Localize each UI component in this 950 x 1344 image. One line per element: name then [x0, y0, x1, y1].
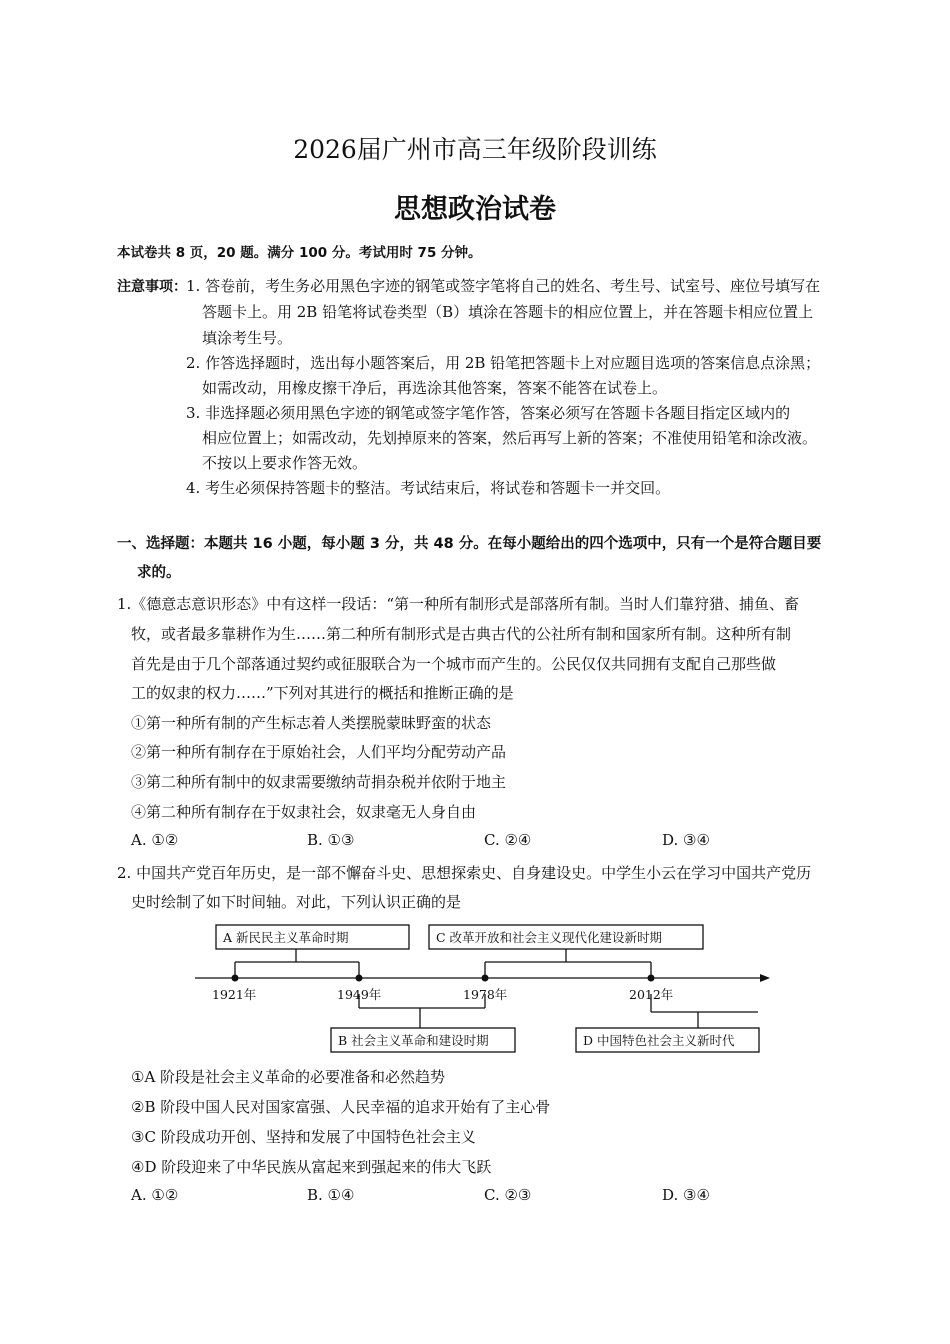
notice-line: 1. 答卷前，考生务必用黑色字迹的钢笔或签字笔将自己的姓名、考生号、试室号、座位号填写在 [186, 277, 821, 295]
year-2012: 2012年 [629, 987, 674, 1002]
q2-statement: ③C 阶段成功开创、坚持和发展了中国特色社会主义 [131, 1128, 476, 1146]
notice-line: 填涂考生号。 [202, 329, 293, 347]
node-1949 [356, 975, 363, 982]
notice-line: 2. 作答选择题时，选出每小题答案后，用 2B 铅笔把答题卡上对应题目选项的答案信息点涂黑； [186, 354, 821, 372]
q2-option-c[interactable]: C. ②③ [484, 1186, 532, 1204]
q1-statement: ③第二种所有制中的奴隶需要缴纳苛捐杂税并依附于地主 [131, 773, 507, 791]
q1-stem: 工的奴隶的权力……”下列对其进行的概括和推断正确的是 [131, 684, 514, 702]
period-b-label: B 社会主义革命和建设时期 [338, 1033, 489, 1048]
q2-statement: ②B 阶段中国人民对国家富强、人民幸福的追求开始有了主心骨 [131, 1098, 551, 1116]
q1-option-c[interactable]: C. ②④ [484, 831, 532, 849]
exam-title: 2026届广州市高三年级阶段训练 [293, 135, 657, 164]
node-1978 [482, 975, 489, 982]
notice-line: 3. 非选择题必须用黑色字迹的钢笔或签字笔作答，答案必须写在答题卡各题目指定区域内的 [186, 404, 791, 422]
q1-stem: 首先是由于几个部落通过契约或征服联合为一个城市而产生的。公民仅仅共同拥有支配自己那些做 [131, 655, 777, 673]
q2-option-d[interactable]: D. ③④ [662, 1186, 710, 1204]
q1-option-a[interactable]: A. ①② [131, 831, 179, 849]
notice-label: 注意事项： [117, 279, 187, 295]
q2-stem: 2. 中国共产党百年历史，是一部不懈奋斗史、思想探索史、自身建设史。中学生小云在学习中国共产党历 [117, 864, 812, 882]
node-1921 [232, 975, 239, 982]
q1-statement: ①第一种所有制的产生标志着人类摆脱蒙昧野蛮的状态 [131, 714, 492, 732]
year-1921: 1921年 [212, 987, 257, 1002]
node-2012 [648, 975, 655, 982]
q1-stem: 1.《德意志意识形态》中有这样一段话：“第一种所有制形式是部落所有制。当时人们靠狩猎、捕鱼、畜 [117, 595, 799, 613]
q1-statement: ②第一种所有制存在于原始社会，人们平均分配劳动产品 [131, 743, 507, 761]
year-1949: 1949年 [337, 987, 382, 1002]
section-heading-cont: 求的。 [137, 565, 181, 581]
period-d-label: D 中国特色社会主义新时代 [583, 1033, 735, 1048]
section-heading: 一、选择题：本题共 16 小题，每小题 3 分，共 48 分。在每小题给出的四个选项中，只有一个是符合题目要 [117, 536, 822, 552]
q1-option-d[interactable]: D. ③④ [662, 831, 710, 849]
notice-line: 4. 考生必须保持答题卡的整洁。考试结束后，将试卷和答题卡一并交回。 [186, 479, 671, 497]
q1-statement: ④第二种所有制存在于奴隶社会，奴隶毫无人身自由 [131, 803, 477, 821]
q2-option-b[interactable]: B. ①④ [307, 1186, 355, 1204]
q2-stem: 史时绘制了如下时间轴。对此，下列认识正确的是 [131, 893, 462, 911]
q2-option-a[interactable]: A. ①② [131, 1186, 179, 1204]
q1-stem: 牧，或者最多靠耕作为生……第二种所有制形式是古典古代的公社所有制和国家所有制。这种所有制 [131, 625, 792, 643]
timeline-arrow-icon [760, 974, 770, 982]
exam-info: 本试卷共 8 页，20 题。满分 100 分。考试用时 75 分钟。 [117, 245, 482, 261]
q2-statement: ④D 阶段迎来了中华民族从富起来到强起来的伟大飞跃 [131, 1158, 492, 1176]
notice-line: 如需改动，用橡皮擦干净后，再选涂其他答案，答案不能答在试卷上。 [202, 379, 668, 397]
notice-line: 不按以上要求作答无效。 [202, 454, 368, 472]
notice-line: 答题卡上。用 2B 铅笔将试卷类型（B）填涂在答题卡的相应位置上，并在答题卡相应位置上 [202, 303, 814, 321]
year-1978: 1978年 [463, 987, 508, 1002]
notice-line: 相应位置上；如需改动，先划掉原来的答案，然后再写上新的答案；不准使用铅笔和涂改液。 [202, 429, 818, 447]
exam-subtitle: 思想政治试卷 [394, 194, 556, 225]
period-a-label: A 新民民主义革命时期 [223, 930, 349, 945]
period-c-label: C 改革开放和社会主义现代化建设新时期 [436, 930, 663, 945]
q2-statement: ①A 阶段是社会主义革命的必要准备和必然趋势 [131, 1068, 446, 1086]
q1-option-b[interactable]: B. ①③ [307, 831, 355, 849]
